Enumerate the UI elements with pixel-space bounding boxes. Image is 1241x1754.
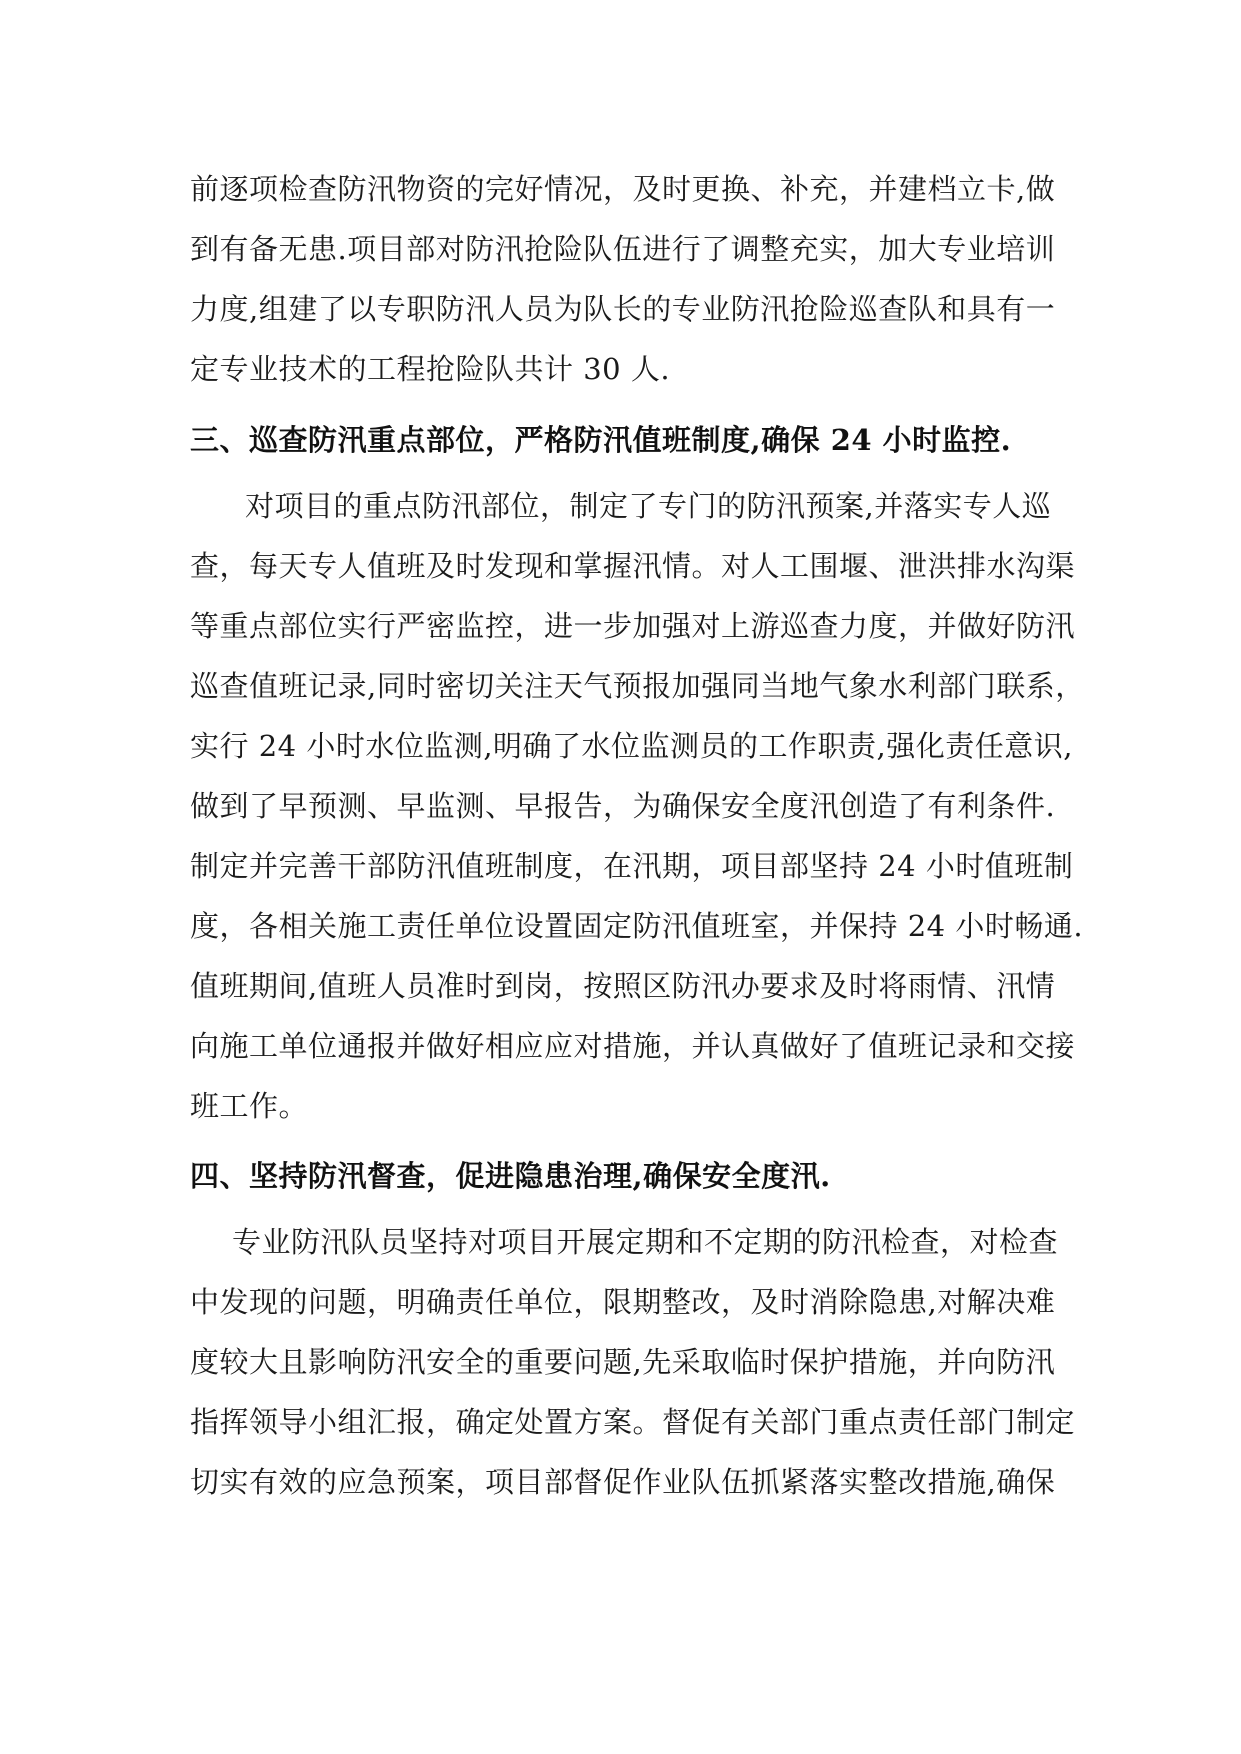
body-text-line: 切实有效的应急预案，项目部督促作业队伍抓紧落实整改措施,确保 bbox=[190, 1465, 1056, 1499]
body-text-line: 查，每天专人值班及时发现和掌握汛情。对人工围堰、泄洪排水沟渠 bbox=[190, 549, 1076, 583]
body-text-line: 指挥领导小组汇报，确定处置方案。督促有关部门重点责任部门制定 bbox=[190, 1405, 1076, 1439]
body-text-line: 向施工单位通报并做好相应应对措施，并认真做好了值班记录和交接 bbox=[190, 1029, 1076, 1063]
section-heading-3: 三、巡查防汛重点部位，严格防汛值班制度,确保 24 小时监控. bbox=[190, 423, 1012, 457]
body-text-line: 实行 24 小时水位监测,明确了水位监测员的工作职责,强化责任意识, bbox=[190, 729, 1073, 763]
body-text-line: 到有备无患.项目部对防汛抢险队伍进行了调整充实，加大专业培训 bbox=[190, 232, 1056, 266]
body-text-line: 值班期间,值班人员准时到岗，按照区防汛办要求及时将雨情、汛情 bbox=[190, 969, 1056, 1003]
body-text-line: 制定并完善干部防汛值班制度，在汛期，项目部坚持 24 小时值班制 bbox=[190, 849, 1074, 883]
body-text-line: 班工作。 bbox=[190, 1089, 309, 1123]
body-text-line: 力度,组建了以专职防汛人员为队长的专业防汛抢险巡查队和具有一 bbox=[190, 292, 1056, 326]
body-text-line: 中发现的问题，明确责任单位，限期整改，及时消除隐患,对解决难 bbox=[190, 1285, 1056, 1319]
section-heading-4: 四、坚持防汛督查，促进隐患治理,确保安全度汛. bbox=[190, 1159, 831, 1193]
body-text-line: 度，各相关施工责任单位设置固定防汛值班室，并保持 24 小时畅通. bbox=[190, 909, 1084, 943]
body-text-line: 前逐项检查防汛物资的完好情况，及时更换、补充，并建档立卡,做 bbox=[190, 172, 1056, 206]
body-text-line: 专业防汛队员坚持对项目开展定期和不定期的防汛检查，对检查 bbox=[232, 1225, 1059, 1259]
body-text-line: 度较大且影响防汛安全的重要问题,先采取临时保护措施，并向防汛 bbox=[190, 1345, 1056, 1379]
body-text-line: 对项目的重点防汛部位，制定了专门的防汛预案,并落实专人巡 bbox=[245, 489, 1052, 523]
body-text-line: 定专业技术的工程抢险队共计 30 人. bbox=[190, 352, 671, 386]
body-text-line: 等重点部位实行严密监控，进一步加强对上游巡查力度，并做好防汛 bbox=[190, 609, 1076, 643]
body-text-line: 做到了早预测、早监测、早报告，为确保安全度汛创造了有利条件. bbox=[190, 789, 1056, 823]
body-text-line: 巡查值班记录,同时密切关注天气预报加强同当地气象水利部门联系， bbox=[190, 669, 1085, 703]
